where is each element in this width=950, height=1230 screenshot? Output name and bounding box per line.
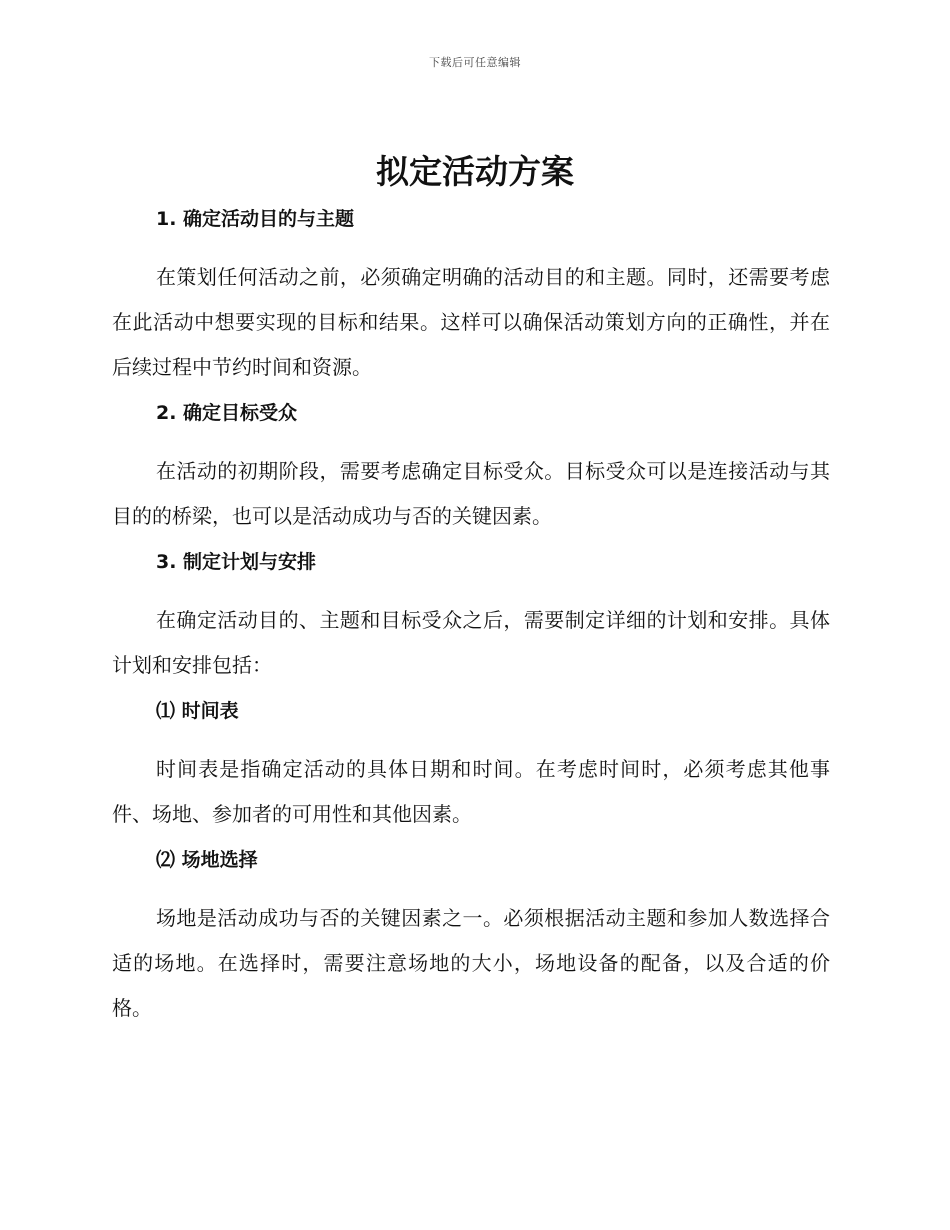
section-paragraph: 在策划任何活动之前，必须确定明确的活动目的和主题。同时，还需要考虑在此活动中想要实现的目标和结果。这样可以确保活动策划方向的正确性，并在后续过程中节约时间和资源。 (112, 265, 830, 379)
section-timetable (112, 695, 830, 837)
section-heading: ⑴ 时间表 (156, 700, 239, 722)
section-heading: 3. 制定计划与安排 (156, 551, 317, 573)
section-purpose-theme (112, 203, 830, 390)
section-paragraph: 在确定活动目的、主题和目标受众之后，需要制定详细的计划和安排。具体计划和安排包括： (112, 608, 830, 677)
section-heading: 2. 确定目标受众 (156, 402, 298, 424)
document-title: 拟定活动方案 (376, 152, 574, 191)
section-heading: ⑵ 场地选择 (156, 849, 258, 871)
section-paragraph: 场地是活动成功与否的关键因素之一。必须根据活动主题和参加人数选择合适的场地。在选择时，需要注意场地的大小，场地设备的配备，以及合适的价格。 (112, 906, 830, 1020)
section-paragraph: 时间表是指确定活动的具体日期和时间。在考虑时间时，必须考虑其他事件、场地、参加者的可用性和其他因素。 (112, 757, 830, 826)
section-target-audience (112, 397, 830, 539)
section-paragraph: 在活动的初期阶段，需要考虑确定目标受众。目标受众可以是连接活动与其目的的桥梁，也可以是活动成功与否的关键因素。 (112, 459, 830, 528)
document-body (112, 203, 830, 1038)
section-plan-schedule (112, 546, 830, 688)
section-venue-selection (112, 844, 830, 1031)
section-heading: 1. 确定活动目的与主题 (156, 208, 355, 230)
page-header-note: 下载后可任意编辑 (429, 56, 521, 69)
